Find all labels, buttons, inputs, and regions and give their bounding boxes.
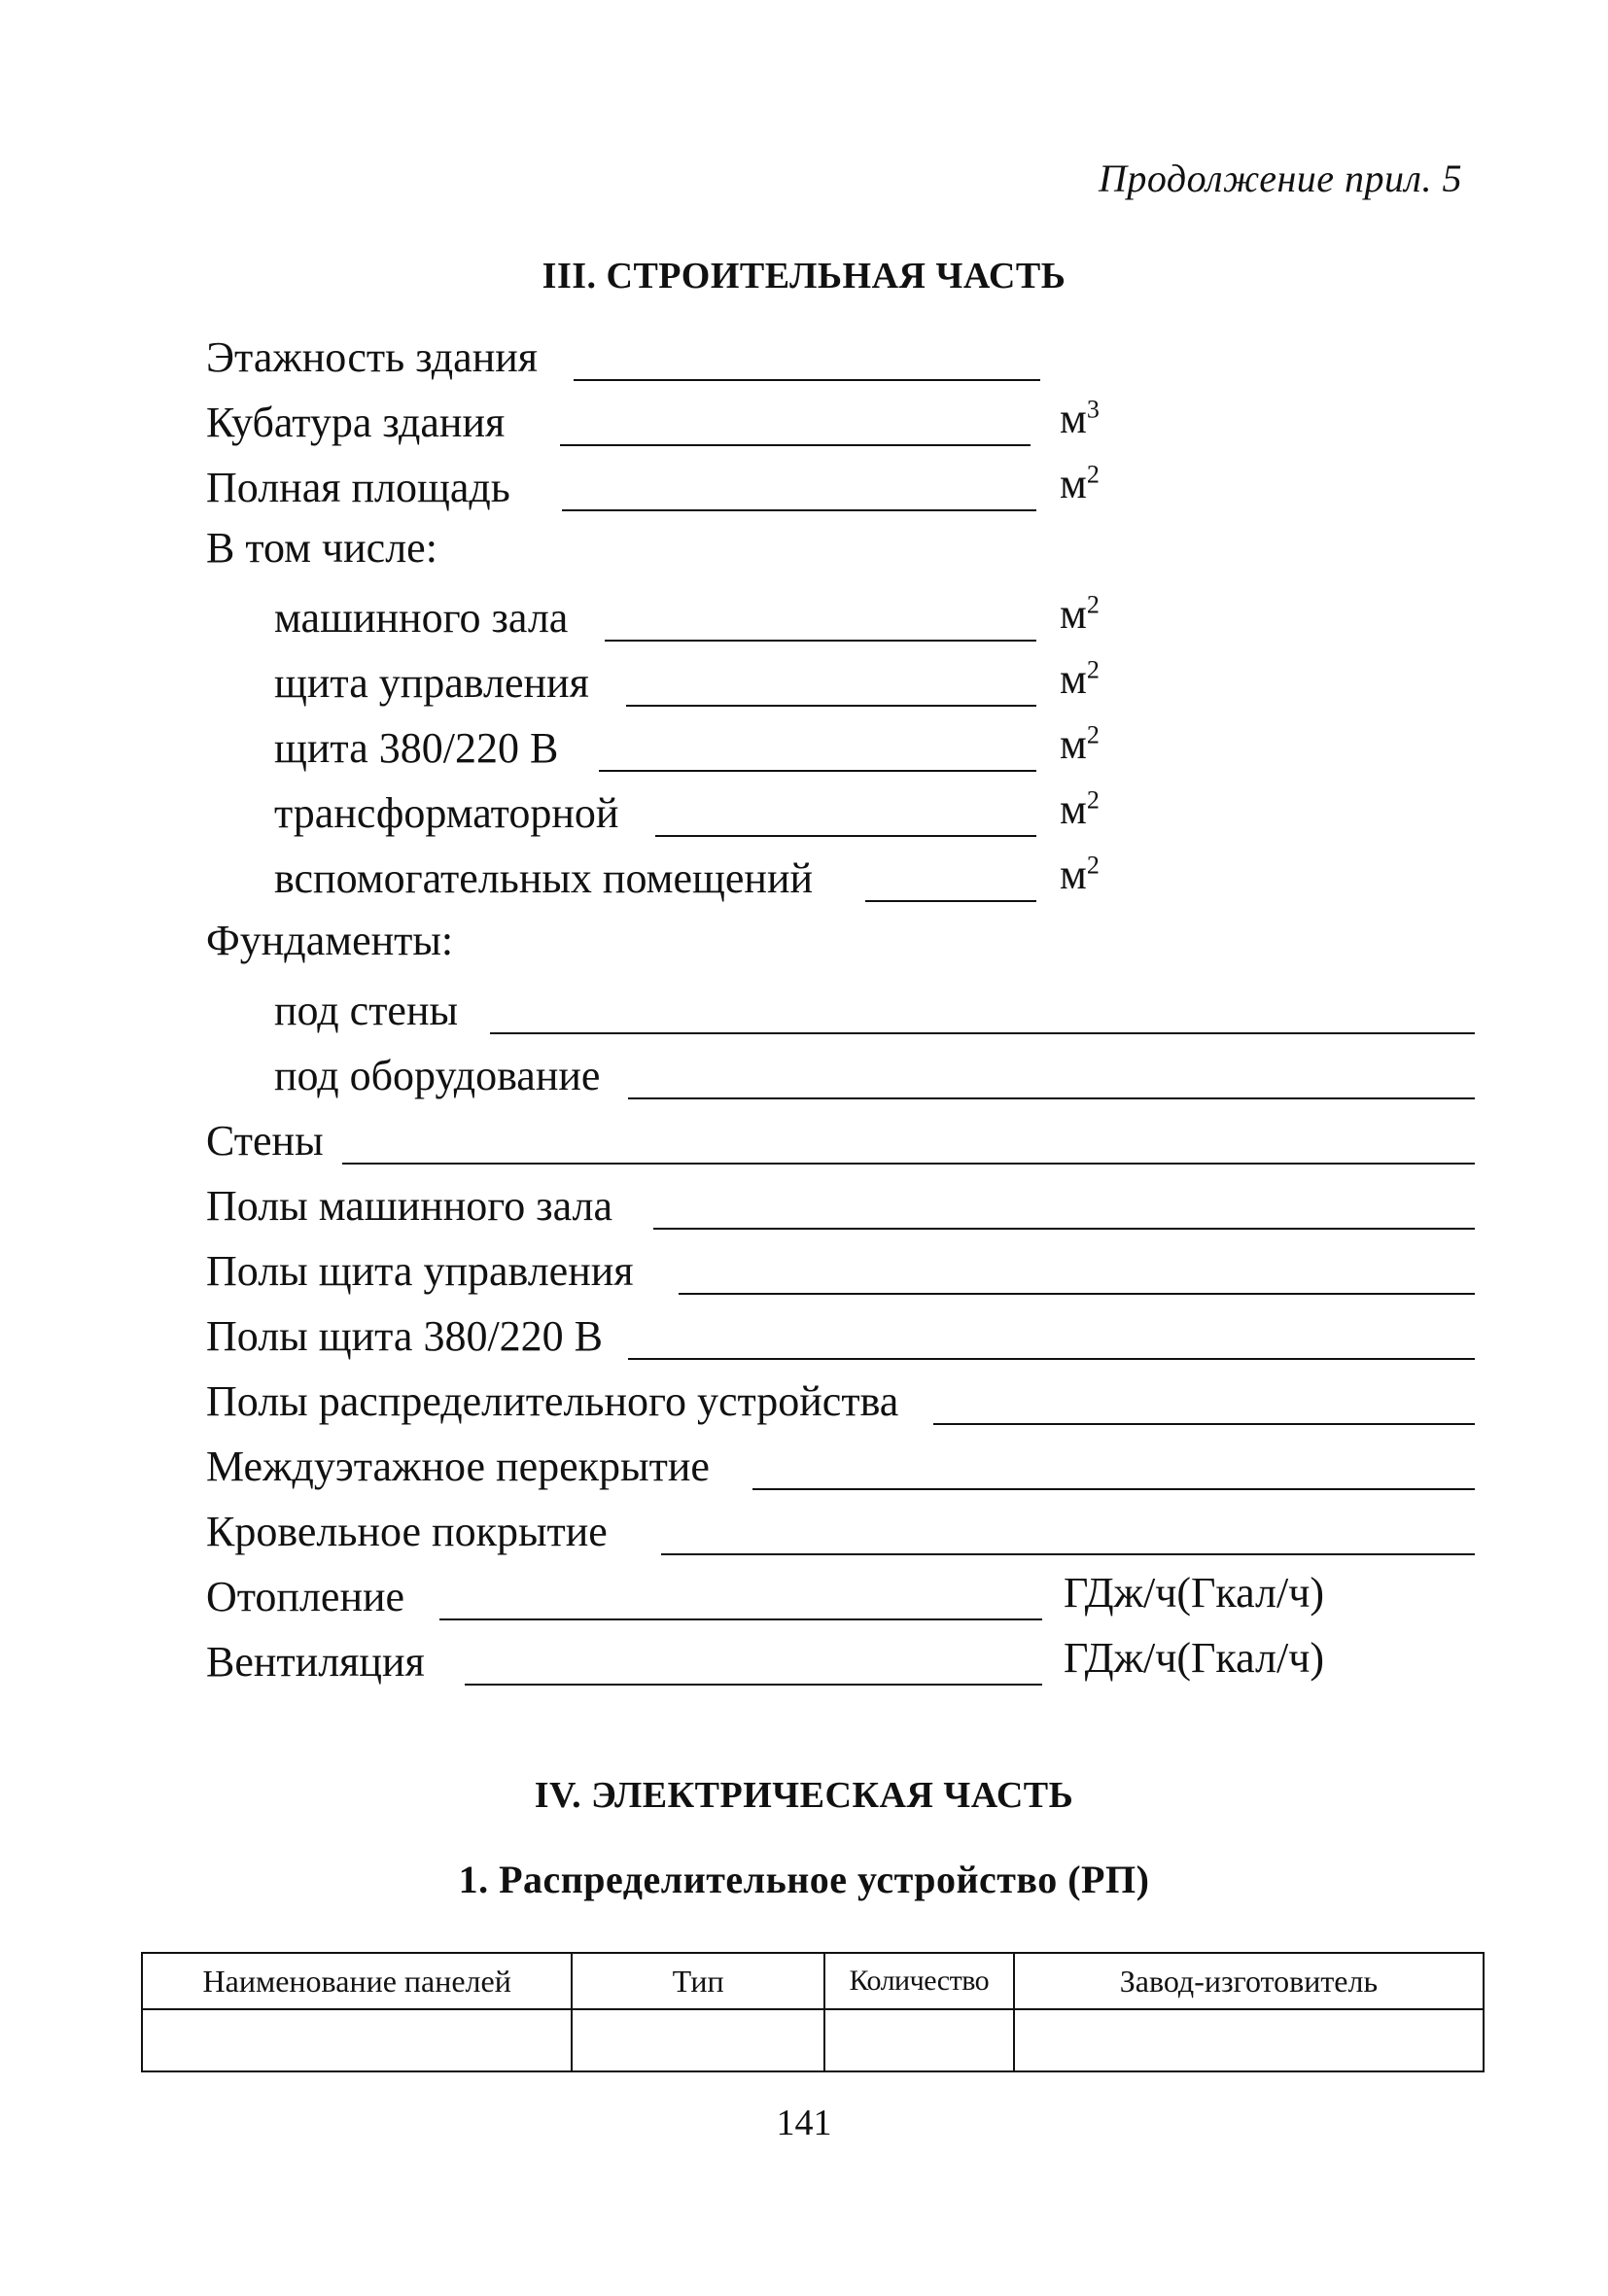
- fill-line[interactable]: [628, 1097, 1475, 1099]
- unit-gj-per-hour: ГДж/ч(Гкал/ч): [1064, 1569, 1325, 1617]
- field-walls: [206, 1112, 1475, 1170]
- field-label: Полы распределительного устройства: [206, 1377, 899, 1425]
- table-header-quantity: Количество: [824, 1953, 1014, 2009]
- unit-cubic-meter: $м^3$: [1060, 395, 1100, 442]
- field-label: Отопление: [206, 1573, 405, 1620]
- field-area-machine-hall: [274, 589, 1139, 647]
- field-label: Вентиляция: [206, 1638, 425, 1686]
- fill-line[interactable]: [628, 1358, 1475, 1360]
- foundations-label: Фундаменты:: [206, 917, 454, 964]
- field-area-board-380: [274, 719, 1139, 778]
- unit-square-meter: $м^2$: [1060, 720, 1100, 768]
- field-total-area: [206, 459, 1139, 517]
- table-cell[interactable]: [142, 2009, 572, 2071]
- field-label: Кубатура здания: [206, 399, 506, 446]
- fill-line[interactable]: [626, 705, 1036, 707]
- fill-line[interactable]: [865, 900, 1036, 902]
- table-header-manufacturer: Завод-изготовитель: [1014, 1953, 1484, 2009]
- field-ventilation: [206, 1633, 1475, 1691]
- subsection-title-switchgear: 1. Распределительное устройство (РП): [458, 1858, 1150, 1901]
- table-cell[interactable]: [824, 2009, 1014, 2071]
- field-label: трансформаторной: [274, 789, 619, 837]
- fill-line[interactable]: [560, 444, 1031, 446]
- field-label: вспомогательных помещений: [274, 854, 814, 902]
- table-header-type: Тип: [572, 1953, 823, 2009]
- field-heating: [206, 1568, 1475, 1626]
- field-label: Этажность здания: [206, 333, 539, 381]
- continuation-note: Продолжение прил. 5: [1098, 157, 1462, 200]
- fill-line[interactable]: [574, 379, 1040, 381]
- fill-line[interactable]: [342, 1163, 1475, 1165]
- unit-gj-per-hour: ГДж/ч(Гкал/ч): [1064, 1634, 1325, 1682]
- fill-line[interactable]: [679, 1293, 1475, 1295]
- unit-square-meter: $м^2$: [1060, 460, 1100, 507]
- field-label: Полы машинного зала: [206, 1182, 613, 1230]
- fill-line[interactable]: [605, 640, 1036, 642]
- fill-line[interactable]: [752, 1488, 1475, 1490]
- field-floors-board-380: [206, 1307, 1475, 1366]
- fill-line[interactable]: [655, 835, 1036, 837]
- table-cell[interactable]: [1014, 2009, 1484, 2071]
- panels-table: [141, 1952, 1485, 2072]
- field-foundation-equipment: [274, 1047, 1475, 1105]
- table-header-row: [142, 1953, 1484, 2009]
- including-label: В том числе:: [206, 524, 437, 572]
- table-cell[interactable]: [572, 2009, 823, 2071]
- fill-line[interactable]: [439, 1618, 1042, 1620]
- field-interfloor: [206, 1438, 1475, 1496]
- field-area-transformer: [274, 784, 1139, 843]
- table-row: [142, 2009, 1484, 2071]
- fill-line[interactable]: [933, 1423, 1475, 1425]
- field-area-auxiliary: [274, 850, 1139, 908]
- unit-square-meter: $м^2$: [1060, 655, 1100, 703]
- field-label: щита 380/220 В: [274, 724, 559, 772]
- field-volume: [206, 394, 1139, 452]
- field-roofing: [206, 1503, 1475, 1561]
- field-label: щита управления: [274, 659, 589, 707]
- fill-line[interactable]: [599, 770, 1036, 772]
- unit-square-meter: $м^2$: [1060, 851, 1100, 898]
- fill-line[interactable]: [490, 1032, 1475, 1034]
- fill-line[interactable]: [562, 509, 1036, 511]
- section-title-electrical: IV. ЭЛЕКТРИЧЕСКАЯ ЧАСТЬ: [534, 1775, 1074, 1816]
- fill-line[interactable]: [653, 1228, 1475, 1230]
- field-floors: [206, 329, 1042, 387]
- table-header-panel-name: Наименование панелей: [142, 1953, 572, 2009]
- field-label: Стены: [206, 1117, 324, 1165]
- unit-square-meter: $м^2$: [1060, 590, 1100, 638]
- field-label: машинного зала: [274, 594, 569, 642]
- fill-line[interactable]: [661, 1553, 1475, 1555]
- page-number: 141: [776, 2103, 832, 2143]
- field-label: Полы щита управления: [206, 1247, 634, 1295]
- field-label: Полная площадь: [206, 464, 510, 511]
- field-floors-switchgear: [206, 1373, 1475, 1431]
- field-foundation-walls: [274, 982, 1475, 1040]
- field-floors-machine-hall: [206, 1177, 1475, 1235]
- unit-square-meter: $м^2$: [1060, 785, 1100, 833]
- field-floors-control-board: [206, 1242, 1475, 1301]
- field-label: под стены: [274, 987, 459, 1034]
- field-area-control-board: [274, 654, 1139, 713]
- fill-line[interactable]: [465, 1684, 1042, 1686]
- field-label: Междуэтажное перекрытие: [206, 1443, 710, 1490]
- field-label: Полы щита 380/220 В: [206, 1312, 604, 1360]
- field-label: Кровельное покрытие: [206, 1508, 608, 1555]
- section-title-construction: III. СТРОИТЕЛЬНАЯ ЧАСТЬ: [542, 256, 1066, 296]
- field-label: под оборудование: [274, 1052, 601, 1099]
